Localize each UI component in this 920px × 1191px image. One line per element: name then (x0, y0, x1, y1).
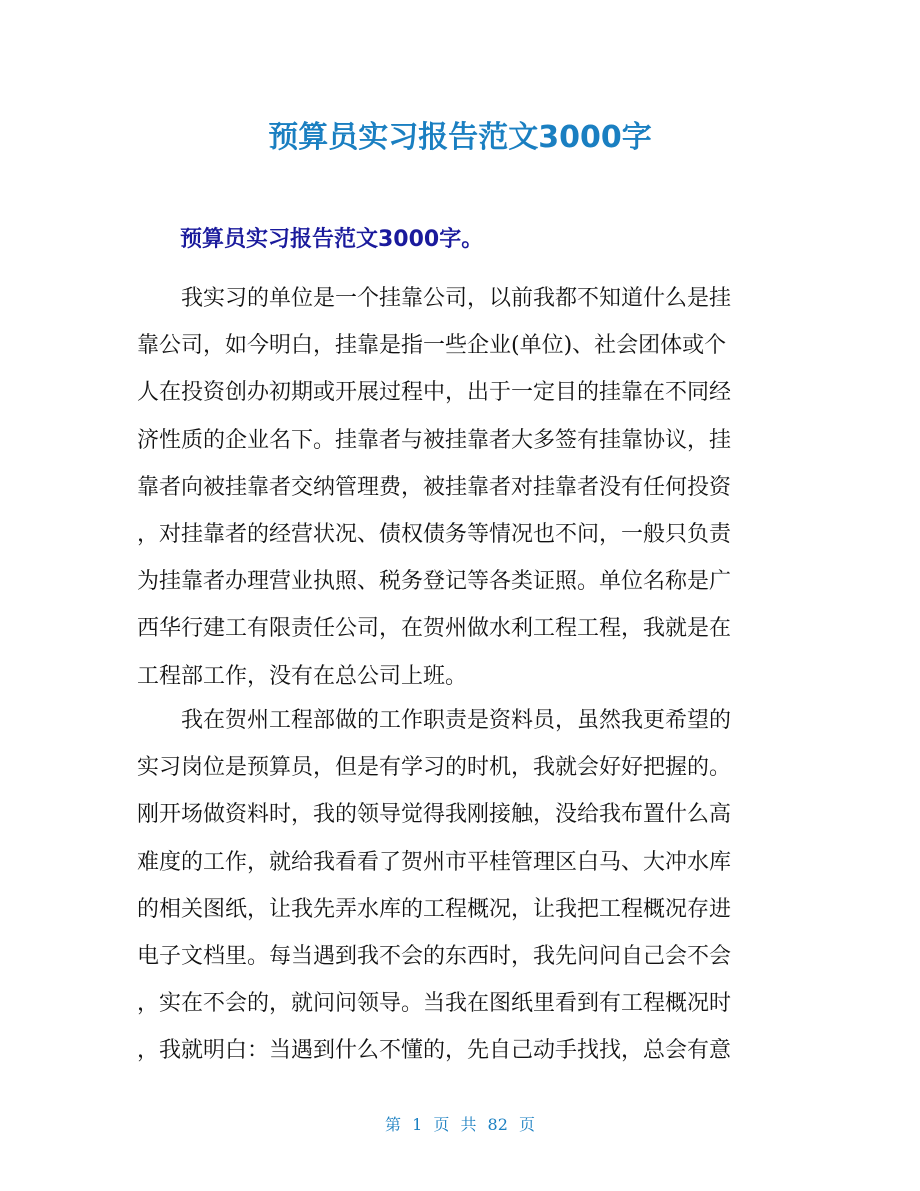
paragraph-line: 我在贺州工程部做的工作职责是资料员，虽然我更希望的 (137, 708, 732, 733)
paragraph-line: 电子文档里。每当遇到我不会的东西时，我先问问自己会不会 (137, 943, 732, 969)
paragraph-line: 难度的工作，就给我看看了贺州市平桂管理区白马、大冲水库 (137, 849, 732, 875)
paragraph-line: 济性质的企业名下。挂靠者与被挂靠者大多签有挂靠协议，挂 (137, 427, 732, 453)
paragraph-line: 西华行建工有限责任公司，在贺州做水利工程工程，我就是在 (137, 616, 732, 642)
paragraph-line: 的相关图纸，让我先弄水库的工程概况，让我把工程概况存进 (137, 896, 732, 922)
paragraph-line: ，实在不会的，就问问领导。当我在图纸里看到有工程概况时 (137, 991, 732, 1017)
paragraph-1 (137, 275, 785, 700)
paragraph-line: 工程部工作，没有在总公司上班。 (137, 663, 468, 689)
paragraph-line: 靠公司，如今明白，挂靠是指一些企业(单位)、社会团体或个 (137, 333, 727, 359)
paragraph-line: 实习岗位是预算员，但是有学习的时机，我就会好好把握的。 (137, 755, 732, 781)
paragraph-line: 为挂靠者办理营业执照、税务登记等各类证照。单位名称是广 (137, 569, 732, 595)
document-title: 预算员实习报告范文3000字 (268, 120, 652, 155)
paragraph-line: 我实习的单位是一个挂靠公司，以前我都不知道什么是挂 (137, 286, 732, 311)
paragraph-line: 刚开场做资料时，我的领导觉得我刚接触，没给我布置什么高 (137, 802, 732, 828)
section-heading: 预算员实习报告范文3000字。 (180, 227, 484, 252)
paragraph-line: ，对挂靠者的经营状况、债权债务等情况也不问，一般只负责 (137, 521, 732, 547)
paragraph-line: 人在投资创办初期或开展过程中，出于一定目的挂靠在不同经 (137, 380, 732, 406)
paragraph-line: ，我就明白：当遇到什么不懂的，先自己动手找找，总会有意 (137, 1038, 732, 1064)
paragraph-line: 靠者向被挂靠者交纳管理费，被挂靠者对挂靠者没有任何投资 (137, 474, 732, 500)
page-number-footer: 第 1 页 共 82 页 (385, 1115, 535, 1134)
paragraph-2 (137, 697, 785, 1075)
